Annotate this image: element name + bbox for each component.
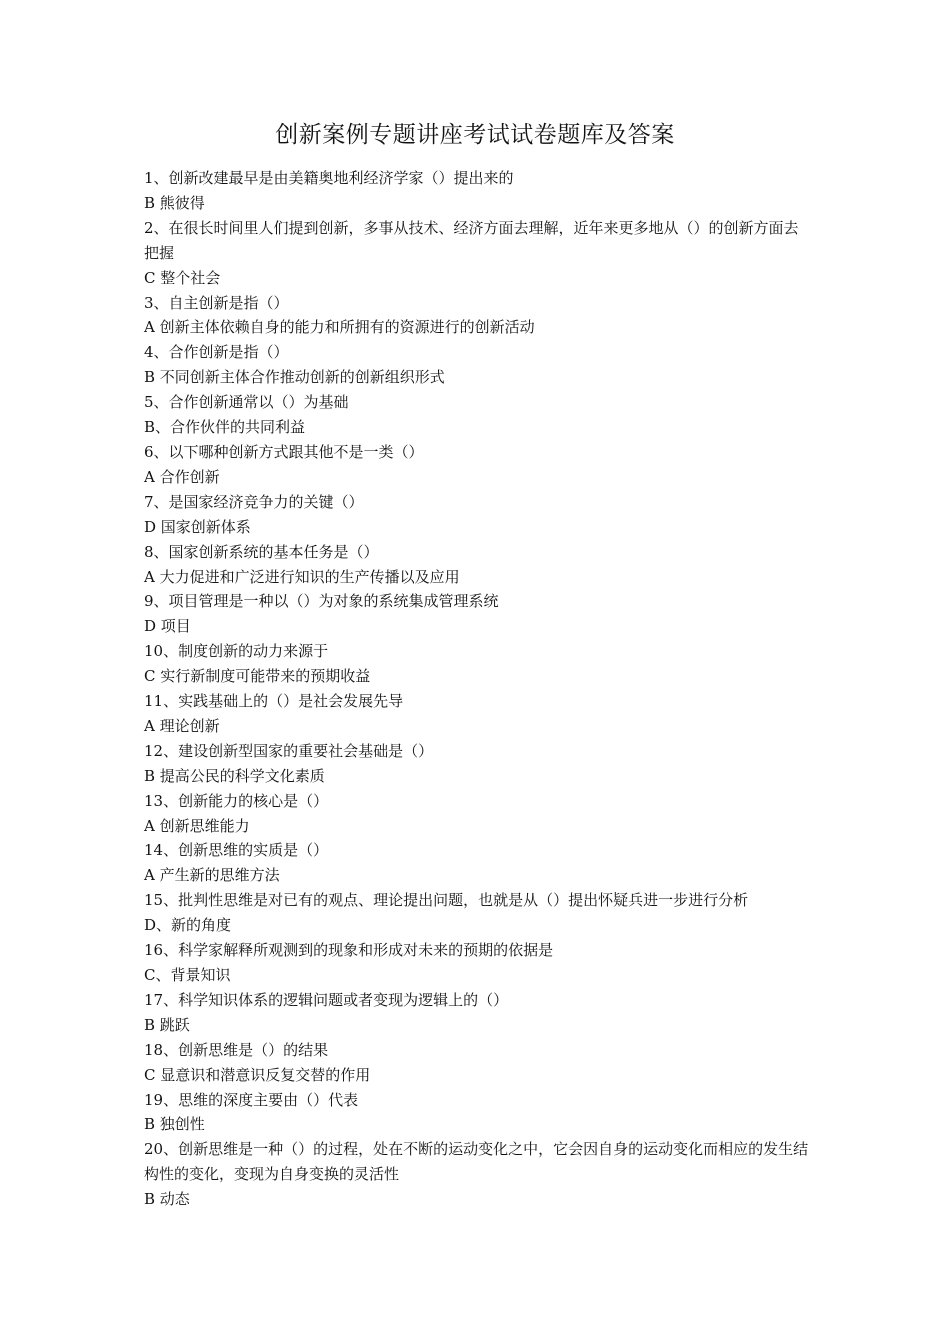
question-text: 6、以下哪种创新方式跟其他不是一类（） [144, 442, 424, 461]
answer-text: D、新的角度 [144, 916, 232, 935]
answer-text: C 实行新制度可能带来的预期收益 [144, 667, 371, 686]
answer-text: B 熊彼得 [144, 193, 205, 212]
document-title: 创新案例专题讲座考试试卷题库及答案 [275, 122, 675, 148]
question-item-6 [144, 440, 812, 490]
question-text: 9、项目管理是一种以（）为对象的系统集成管理系统 [144, 592, 499, 611]
question-item-11 [144, 689, 812, 739]
answer-text: D 项目 [144, 617, 191, 636]
question-text: 8、国家创新系统的基本任务是（） [144, 542, 379, 561]
question-text: 3、自主创新是指（） [144, 293, 289, 312]
answer-text: B 动态 [144, 1190, 190, 1209]
question-item-13 [144, 789, 812, 839]
answer-text: A 创新主体依赖自身的能力和所拥有的资源进行的创新活动 [144, 318, 535, 337]
question-text: 2、在很长时间里人们提到创新，多事从技术、经济方面去理解，近年来更多地从（）的创新方面去把握 [144, 218, 799, 262]
answer-text: A 理论创新 [144, 716, 220, 735]
question-text: 10、制度创新的动力来源于 [144, 642, 329, 661]
question-text: 17、科学知识体系的逻辑问题或者变现为逻辑上的（） [144, 990, 509, 1009]
question-item-20 [144, 1137, 812, 1212]
question-item-14 [144, 838, 812, 888]
question-text: 16、科学家解释所观测到的现象和形成对未来的预期的依据是 [144, 941, 554, 960]
question-text: 14、创新思维的实质是（） [144, 841, 329, 860]
question-item-3 [144, 291, 812, 341]
question-text: 13、创新能力的核心是（） [144, 791, 329, 810]
question-text: 19、思维的深度主要由（）代表 [144, 1090, 359, 1109]
question-item-17 [144, 988, 812, 1038]
question-text: 15、批判性思维是对已有的观点、理论提出问题，也就是从（）提出怀疑兵进一步进行分析 [144, 891, 749, 910]
question-item-16 [144, 938, 812, 988]
question-item-2 [144, 216, 812, 291]
answer-text: C 显意识和潜意识反复交替的作用 [144, 1065, 371, 1084]
question-item-10 [144, 639, 812, 689]
question-item-19 [144, 1088, 812, 1138]
answer-text: A 创新思维能力 [144, 816, 250, 835]
question-text: 12、建设创新型国家的重要社会基础是（） [144, 741, 434, 760]
question-text: 18、创新思维是（）的结果 [144, 1040, 329, 1059]
question-text: 4、合作创新是指（） [144, 343, 289, 362]
question-item-12 [144, 739, 812, 789]
question-text: 1、创新改建最早是由美籍奥地利经济学家（）提出来的 [144, 169, 514, 187]
answer-text: B 跳跃 [144, 1015, 190, 1034]
question-list [144, 166, 812, 1212]
question-text: 5、合作创新通常以（）为基础 [144, 393, 349, 412]
answer-text: A 合作创新 [144, 467, 220, 486]
question-item-1 [144, 166, 812, 216]
answer-text: C 整个社会 [144, 268, 221, 287]
question-item-9 [144, 589, 812, 639]
question-item-7 [144, 490, 812, 540]
question-item-18 [144, 1038, 812, 1088]
question-item-8 [144, 540, 812, 590]
answer-text: B、合作伙伴的共同利益 [144, 418, 306, 437]
answer-text: A 产生新的思维方法 [144, 866, 280, 885]
question-text: 20、创新思维是一种（）的过程，处在不断的运动变化之中，它会因自身的运动变化而相应的发生结构性的变化，变现为自身变换的灵活性 [144, 1140, 809, 1184]
question-item-15 [144, 888, 812, 938]
answer-text: B 不同创新主体合作推动创新的创新组织形式 [144, 368, 445, 387]
question-item-4 [144, 340, 812, 390]
answer-text: B 独创性 [144, 1115, 205, 1134]
answer-text: B 提高公民的科学文化素质 [144, 766, 325, 785]
question-text: 7、是国家经济竞争力的关键（） [144, 492, 364, 511]
answer-text: D 国家创新体系 [144, 517, 251, 536]
question-text: 11、实践基础上的（）是社会发展先导 [144, 692, 404, 711]
answer-text: A 大力促进和广泛进行知识的生产传播以及应用 [144, 567, 460, 586]
question-item-5 [144, 390, 812, 440]
answer-text: C、背景知识 [144, 966, 231, 984]
